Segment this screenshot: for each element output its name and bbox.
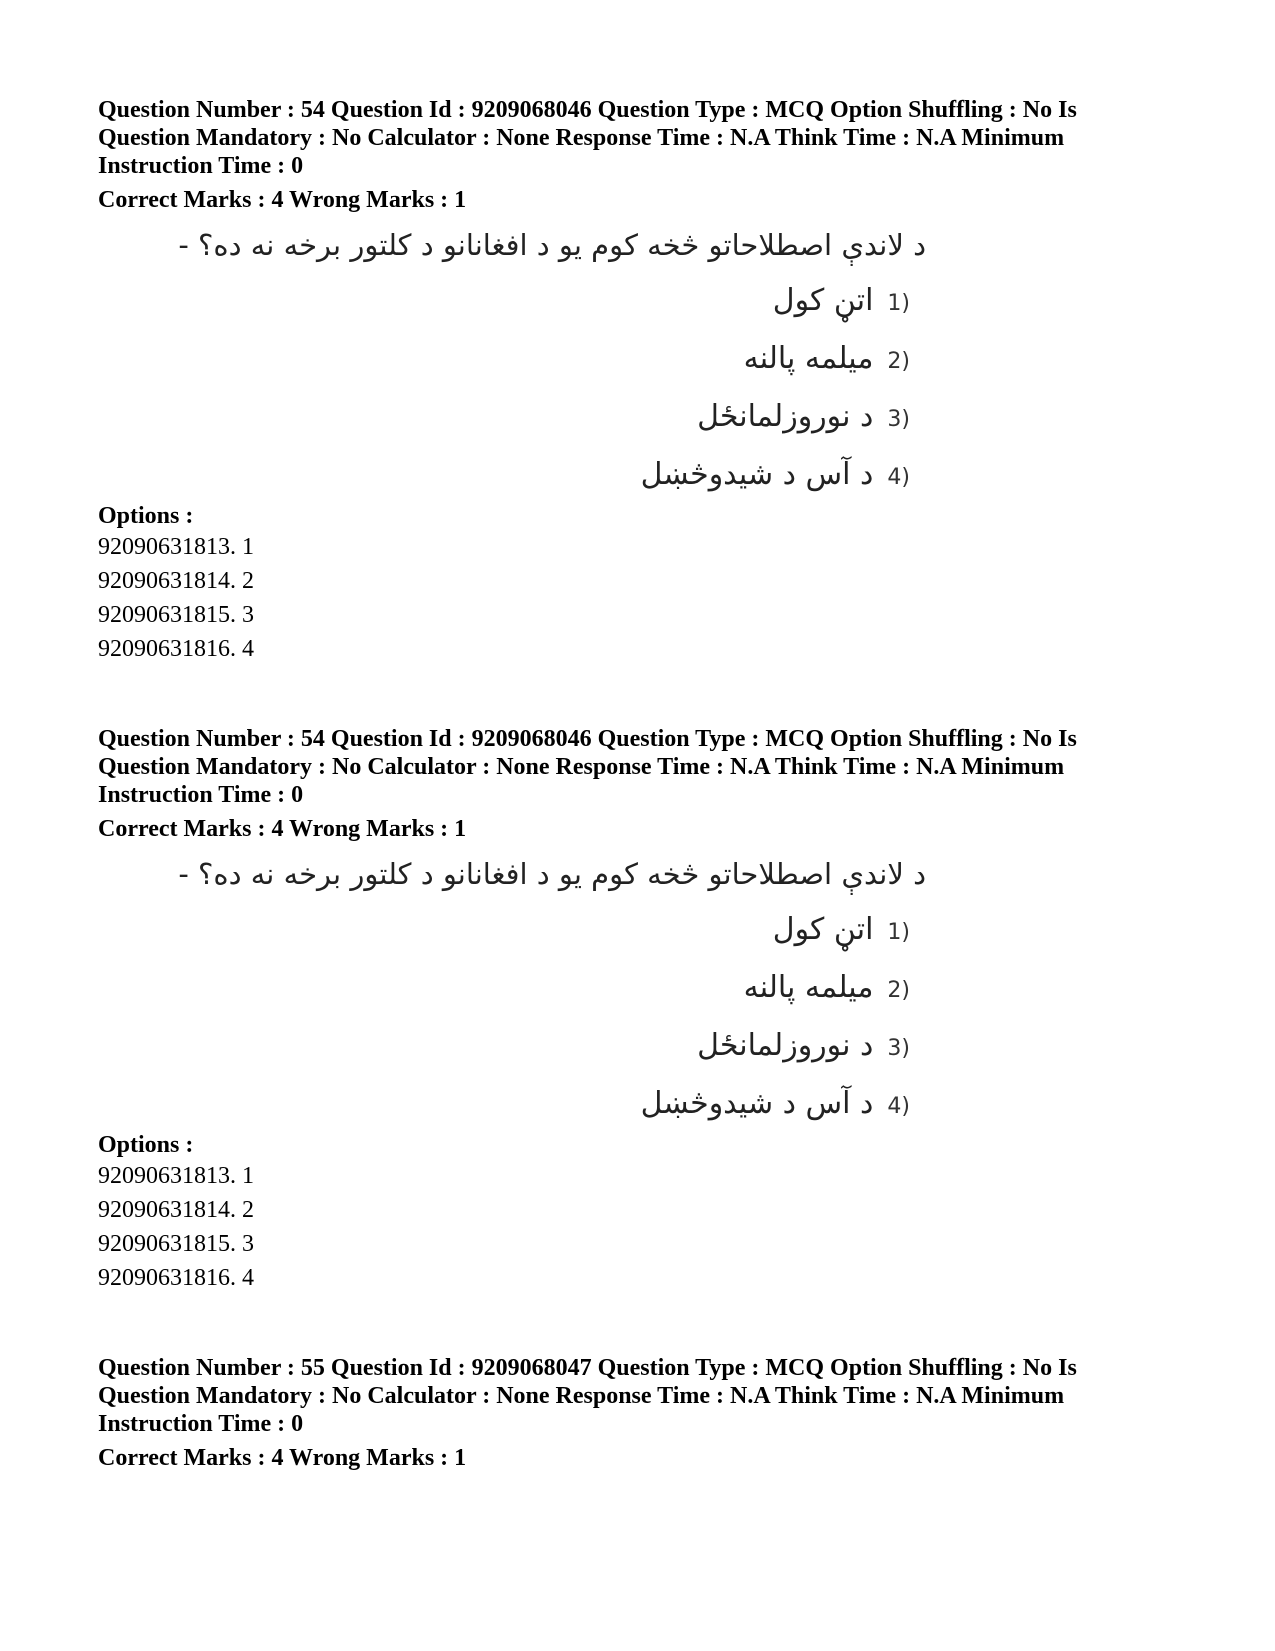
question-option-text: د آس د شيدوڅښل	[640, 457, 874, 492]
question-option-number: (2	[887, 349, 910, 374]
answer-option: 92090631813. 1	[98, 1163, 254, 1189]
question-option-1	[518, 282, 910, 323]
question-option-text: د آس د شيدوڅښل	[640, 1086, 874, 1121]
question-header: Question Number : 55 Question Id : 9209068047 Question Type : MCQ Option Shuffling : No Is Question Mandatory : No Calculator : None Response Time : N.A Think Time : N.A Minimum Instruction Time : 0	[98, 1355, 1077, 1437]
options-label: Options :	[98, 503, 194, 529]
question-marks: Correct Marks : 4 Wrong Marks : 1	[98, 187, 467, 213]
question-option-1	[518, 911, 910, 952]
options-label: Options :	[98, 1132, 194, 1158]
question-option-number: (1	[887, 920, 910, 945]
question-option-text: اتڼ کول	[772, 912, 874, 947]
question-option-2	[518, 969, 910, 1010]
question-image	[98, 851, 1178, 1131]
question-image	[98, 222, 1178, 502]
question-option-text: د نوروزلمانځل	[697, 1028, 874, 1063]
question-block-2	[98, 725, 1178, 1295]
question-option-number: (4	[887, 465, 910, 490]
question-option-text: اتڼ کول	[772, 283, 874, 318]
answer-option: 92090631814. 2	[98, 568, 254, 594]
question-option-number: (2	[887, 978, 910, 1003]
answer-option: 92090631815. 3	[98, 602, 254, 628]
question-option-number: (1	[887, 291, 910, 316]
question-option-4	[518, 456, 910, 497]
question-option-3	[518, 398, 910, 439]
question-header: Question Number : 54 Question Id : 9209068046 Question Type : MCQ Option Shuffling : No Is Question Mandatory : No Calculator : None Response Time : N.A Think Time : N.A Minimum Instruction Time : 0	[98, 97, 1077, 179]
question-header: Question Number : 54 Question Id : 9209068046 Question Type : MCQ Option Shuffling : No Is Question Mandatory : No Calculator : None Response Time : N.A Think Time : N.A Minimum Instruction Time : 0	[98, 726, 1077, 808]
answer-option: 92090631816. 4	[98, 1265, 254, 1291]
question-option-number: (3	[887, 1036, 910, 1061]
question-option-text: ميلمه پالنه	[743, 970, 874, 1005]
question-text: د لاندې اصطلاحاتو څخه کوم يو د افغانانو د کلتور برخه نه ده؟ -	[178, 857, 926, 891]
answer-option: 92090631813. 1	[98, 534, 254, 560]
question-option-text: ميلمه پالنه	[743, 341, 874, 376]
question-marks: Correct Marks : 4 Wrong Marks : 1	[98, 1445, 467, 1471]
question-marks: Correct Marks : 4 Wrong Marks : 1	[98, 816, 467, 842]
question-block-3	[98, 1354, 1178, 1472]
question-option-4	[518, 1085, 910, 1126]
answer-option: 92090631814. 2	[98, 1197, 254, 1223]
answer-option: 92090631816. 4	[98, 636, 254, 662]
question-option-text: د نوروزلمانځل	[697, 399, 874, 434]
question-text: د لاندې اصطلاحاتو څخه کوم يو د افغانانو د کلتور برخه نه ده؟ -	[178, 228, 926, 262]
question-block-1	[98, 96, 1178, 666]
question-option-number: (3	[887, 407, 910, 432]
question-option-number: (4	[887, 1094, 910, 1119]
answer-option: 92090631815. 3	[98, 1231, 254, 1257]
question-option-3	[518, 1027, 910, 1068]
question-option-2	[518, 340, 910, 381]
